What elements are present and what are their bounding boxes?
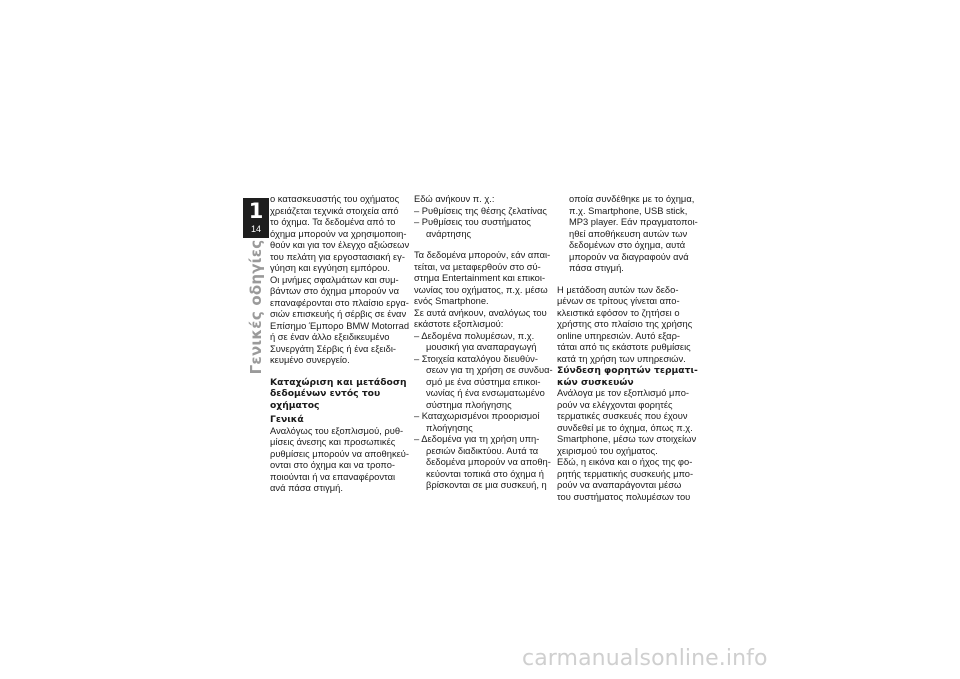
list-item-continuation: ρεσιών διαδικτύου. Αυτά τα [426,445,539,456]
text-column-2 [414,194,553,492]
list-item-continuation: νωνίας ή ένα ενσωματωμένο [426,388,545,398]
chapter-tab [243,198,269,238]
subsection-heading: Γενικά [270,414,304,425]
list-item-continuation: κεύονται τοπικά στο όχημα ή [426,468,544,479]
text-line: μένων σε τρίτους γίνεται απο- [557,296,680,306]
list-item-continuation: βρίσκονται σε μια συσκευή, η [426,480,547,490]
text-line: Η μετάδοση αυτών των δεδο- [557,284,679,295]
page-number: 14 [250,224,261,234]
text-line: οποία συνδέθηκε με το όχημα, [569,194,695,204]
text-line: ρυθμίσεις μπορούν να αποθηκεύ- [270,448,410,459]
text-line: συνδεθεί με το όχημα, όπως π.χ. [557,422,693,433]
text-line: ο κατασκευαστής του οχήματος [270,194,400,204]
text-line: χειρισμού του οχήματος. [557,445,658,456]
section-title: Γενικές οδηγίες [247,239,265,375]
paragraph [557,388,698,457]
paragraph [557,285,698,366]
text-line: μίσεις άνεσης και προσωπικές [270,437,396,447]
paragraph [270,275,409,367]
text-line: κλειστικά εφόσον το ζητήσει ο [557,307,680,318]
heading-line: Καταχώριση και μετάδοση [270,376,407,388]
text-line: ρητής τερματικής συσκευής μπο- [557,468,694,479]
list-item: – Ρυθμίσεις της θέσης ζελατίνας [414,205,547,216]
text-line: π.χ. Smartphone, USB stick, [569,205,688,216]
list-item-continuation: πλοήγησης [426,422,473,433]
text-line: ρούν να αναπαράγονται μέσω [557,480,682,490]
heading-line: Σύνδεση φορητών τερματι- [557,365,698,376]
text-line: Εδώ, η εικόνα και ο ήχος της φο- [557,457,693,467]
list-item: – Ρυθμίσεις του συστήματος [414,217,531,227]
text-line: Ανάλογα με τον εξοπλισμό μπο- [557,388,690,398]
text-line: χρήστης στο πλαίσιο της χρήσης [557,319,693,329]
text-line: όχημα μπορούν να χρησιμοποιη- [270,228,407,239]
heading-line: κών συσκευών [557,376,634,388]
paragraph [414,308,553,331]
text-line: επαναφέρονται στο πλαίσιο εργα- [270,297,409,308]
heading-line: δεδομένων εντός του [270,388,381,399]
text-line: Αναλόγως του εξοπλισμού, ρυθ- [270,425,404,436]
list-item: – Δεδομένα για τη χρήση υπη- [414,434,540,444]
chapter-number: 1 [248,199,264,223]
bullet-list [414,331,553,492]
text-line: MP3 player. Εάν πραγματοποι- [569,217,698,227]
text-line: ενός Smartphone. [414,296,489,306]
text-line: βάντων στο όχημα μπορούν να [270,286,399,296]
text-line: του πελάτη για εργοστασιακή εγ- [270,251,405,262]
text-line: κευμένο συνεργείο. [270,355,350,365]
paragraph [270,426,409,495]
text-line: θούν και για τον έλεγχο αξιώσεων [270,240,410,250]
text-line: ηθεί αποθήκευση αυτών των [569,228,688,239]
text-line: γύηση και εγγύηση εμπόρου. [270,263,390,273]
text-column-3 [557,194,698,503]
list-item-continuation: δεδομένα μπορούν να αποθη- [426,457,551,467]
text-line: Συνεργάτη Σέρβις ή ένα εξειδι- [270,343,397,354]
text-line: Smartphone, μέσω των στοιχείων [557,434,697,444]
list-item: – Δεδομένα πολυμέσων, π.χ. [414,330,535,341]
text-line: δεδομένων στο όχημα, αυτά [569,240,686,250]
text-line: χρειάζεται τεχνικά στοιχεία από [270,205,399,216]
text-line: online υπηρεσιών. Αυτό εξαρ- [557,330,681,341]
text-line: σιών επισκευής ή σέρβις σε έναν [270,309,407,319]
text-line: τείται, να μεταφερθούν στο σύ- [414,261,541,272]
text-line: Σε αυτά ανήκουν, αναλόγως του [414,307,547,318]
text-line: μπορούν να διαγραφούν ανά [569,251,689,262]
text-line: Τα δεδομένα μπορούν, εάν απαι- [414,250,551,260]
text-line: ποιούνται ή να επαναφέρονται [270,471,396,482]
text-column-1 [270,194,409,495]
list-item-continuation: μουσική για αναπαραγωγή [426,342,537,352]
watermark: carmanualsonline.info [522,646,768,671]
text-line: Εδώ ανήκουν π. χ.: [414,194,495,204]
paragraph [270,194,409,275]
list-item: – Καταχωρισμένοι προορισμοί [414,411,540,421]
text-line: Οι μνήμες σφαλμάτων και συμ- [270,274,399,285]
text-line: τάται από τις εκάστοτε ρυθμίσεις [557,342,691,352]
list-item-continuation-block [557,194,698,275]
text-line: νωνίας του οχήματος, π.χ. μέσω [414,284,548,295]
text-line: εκάστοτε εξοπλισμού: [414,319,504,329]
section-heading [270,377,409,412]
text-line: ανά πάσα στιγμή. [270,483,343,493]
text-line: Επίσημο Έμπορο BMW Motorrad [270,320,410,331]
text-line: ρούν να ελέγχονται φορητές [557,399,673,410]
text-line: τερματικές συσκευές που έχουν [557,411,688,421]
text-line: του συστήματος πολυμέσων του [557,491,691,502]
list-item: – Στοιχεία καταλόγου διευθύν- [414,353,538,364]
paragraph [557,457,698,503]
paragraph [414,250,553,308]
list-item-continuation: σεων για τη χρήση σε συνδυα- [426,365,553,375]
text-line: ονται στο όχημα και να τροπο- [270,460,396,470]
text-line: πάσα στιγμή. [569,263,624,273]
text-line: ή σε έναν άλλο εξειδικευμένο [270,332,390,342]
heading-line: οχήματος [270,399,320,411]
list-item-continuation: ανάρτησης [426,228,472,239]
section-heading [557,365,698,388]
text-line: το όχημα. Τα δεδομένα από το [270,217,396,227]
text-line: στημα Entertainment και επικοι- [414,273,546,283]
bullet-list [414,206,553,241]
text-line: κατά τη χρήση των υπηρεσιών. [557,353,686,364]
list-item-continuation: σύστημα πλοήγησης [426,399,512,410]
list-item-continuation: σμό με ένα σύστημα επικοι- [426,376,541,387]
